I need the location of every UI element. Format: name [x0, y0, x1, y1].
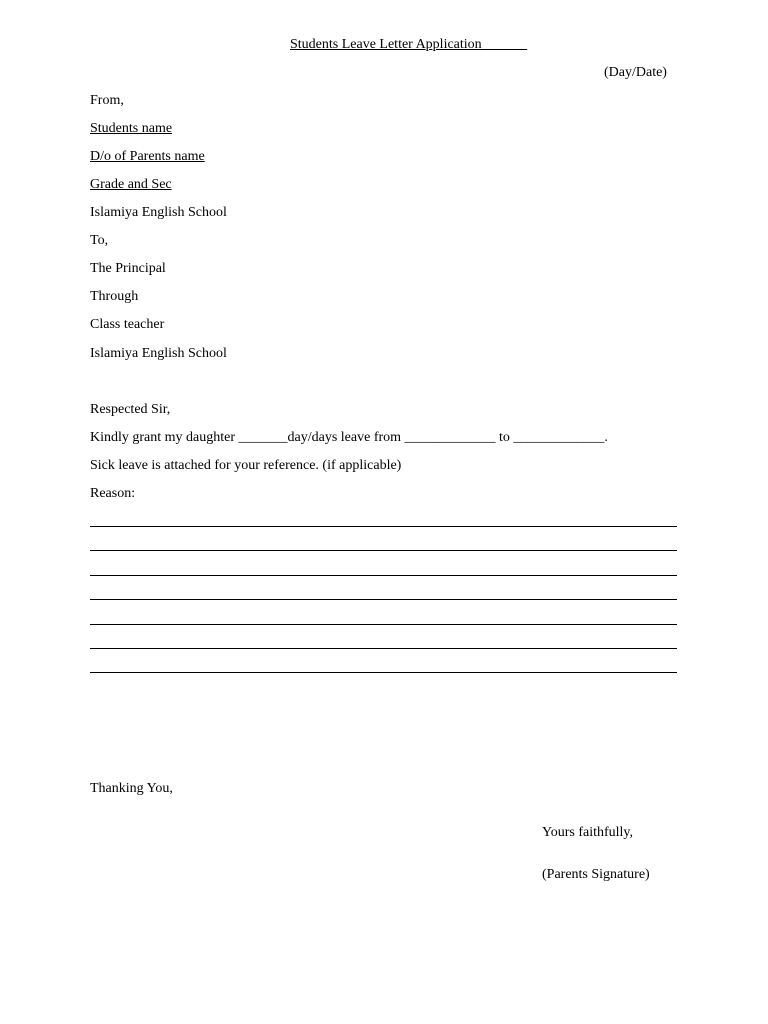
to-label: To, — [90, 233, 109, 248]
thanking-you: Thanking You, — [90, 781, 173, 796]
reason-line — [90, 648, 677, 649]
recipient: The Principal — [90, 261, 166, 276]
reason-line — [90, 624, 677, 625]
grade-section-field: Grade and Sec — [90, 177, 172, 192]
parent-name-field: D/o of Parents name — [90, 149, 205, 164]
from-school: Islamiya English School — [90, 205, 227, 220]
through-label: Through — [90, 289, 139, 304]
salutation: Respected Sir, — [90, 402, 171, 417]
class-teacher: Class teacher — [90, 317, 165, 332]
reason-line — [90, 550, 677, 551]
from-label: From, — [90, 93, 124, 108]
to-school: Islamiya English School — [90, 346, 227, 361]
date-placeholder: (Day/Date) — [604, 65, 667, 80]
reason-line — [90, 672, 677, 673]
reason-line — [90, 599, 677, 600]
sick-leave-note: Sick leave is attached for your reference. (if applicable) — [90, 458, 402, 473]
reason-label: Reason: — [90, 486, 136, 501]
student-name-field: Students name — [90, 121, 173, 136]
reason-line — [90, 526, 677, 527]
reason-line — [90, 575, 677, 576]
parents-signature: (Parents Signature) — [542, 867, 650, 882]
yours-faithfully: Yours faithfully, — [542, 825, 634, 840]
leave-request-line: Kindly grant my daughter _______day/days leave from _____________ to _____________. — [90, 430, 608, 445]
letter-title: Students Leave Letter Application — [290, 37, 482, 52]
